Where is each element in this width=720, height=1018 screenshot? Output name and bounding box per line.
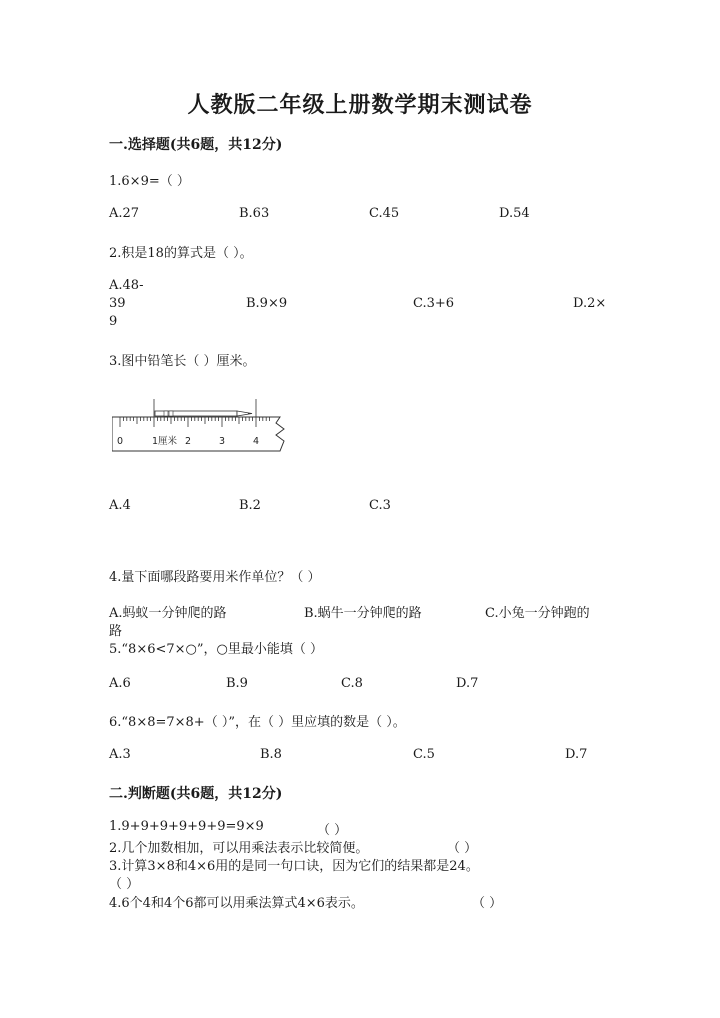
question-1-option-d[interactable]: D.54 bbox=[499, 206, 530, 221]
question-2-option-a-wrap: 39 bbox=[109, 296, 126, 311]
question-4-option-b[interactable]: B.蜗牛一分钟爬的路 bbox=[304, 606, 422, 621]
question-2-option-c[interactable]: C.3+6 bbox=[413, 296, 455, 311]
question-4-option-c-wrap: 路 bbox=[109, 624, 123, 639]
judge-item-1-text: 1.9+9+9+9+9+9=9×9 bbox=[109, 819, 264, 834]
question-1-option-c[interactable]: C.45 bbox=[369, 206, 400, 221]
question-6-option-a[interactable]: A.3 bbox=[109, 747, 131, 762]
question-4-option-c[interactable]: C.小兔一分钟跑的 bbox=[485, 606, 590, 621]
question-5-option-c[interactable]: C.8 bbox=[341, 676, 363, 691]
question-1-option-a[interactable]: A.27 bbox=[109, 206, 140, 221]
question-6-option-c[interactable]: C.5 bbox=[413, 747, 435, 762]
judge-item-3-text: 3.计算3×8和4×6用的是同一句口诀，因为它们的结果都是24。 bbox=[109, 859, 479, 874]
question-2-option-a[interactable]: A.48- bbox=[109, 278, 144, 293]
question-3-option-b[interactable]: B.2 bbox=[239, 498, 261, 513]
question-3-option-a[interactable]: A.4 bbox=[109, 498, 131, 513]
section-heading-choice: 一.选择题(共6题，共12分) bbox=[109, 137, 283, 153]
question-4-stem: 4.量下面哪段路要用米作单位？（ ） bbox=[109, 570, 321, 585]
question-2-option-b[interactable]: B.9×9 bbox=[246, 296, 288, 311]
judge-item-2-text: 2.几个加数相加，可以用乘法表示比较简便。 bbox=[109, 841, 369, 856]
question-6-option-d[interactable]: D.7 bbox=[565, 747, 588, 762]
question-5-option-d[interactable]: D.7 bbox=[456, 676, 479, 691]
question-4-option-a[interactable]: A.蚂蚁一分钟爬的路 bbox=[109, 606, 227, 621]
question-5-option-a[interactable]: A.6 bbox=[109, 676, 131, 691]
judge-item-3-bracket[interactable]: （ ） bbox=[109, 877, 140, 892]
question-1-option-b[interactable]: B.63 bbox=[239, 206, 270, 221]
judge-item-1-bracket[interactable]: （ ） bbox=[317, 823, 348, 838]
ruler-label-0: 0 bbox=[117, 436, 124, 447]
ruler-label-2: 2 bbox=[185, 436, 192, 447]
pencil-icon bbox=[155, 411, 252, 416]
question-5-option-b[interactable]: B.9 bbox=[226, 676, 248, 691]
question-2-option-d-wrap: 9 bbox=[109, 314, 118, 329]
ruler-label-1: 1厘米 bbox=[152, 436, 178, 447]
question-3-option-c[interactable]: C.3 bbox=[369, 498, 391, 513]
judge-item-4-text: 4.6个4和4个6都可以用乘法算式4×6表示。 bbox=[109, 896, 364, 911]
question-5-stem: 5.“8×6<7×○”，○里最小能填（ ） bbox=[109, 642, 324, 657]
judge-item-2-bracket[interactable]: （ ） bbox=[447, 841, 478, 856]
question-1-stem: 1.6×9=（ ） bbox=[109, 174, 190, 189]
question-6-stem: 6.“8×8=7×8+（ ）”，在（ ）里应填的数是（ ）。 bbox=[109, 715, 406, 730]
question-2-option-d[interactable]: D.2× bbox=[573, 296, 607, 311]
ruler-label-3: 3 bbox=[219, 436, 226, 447]
page-title: 人教版二年级上册数学期末测试卷 bbox=[187, 92, 533, 118]
section-heading-judge: 二.判断题(共6题，共12分) bbox=[109, 786, 283, 802]
question-6-option-b[interactable]: B.8 bbox=[260, 747, 282, 762]
judge-item-4-bracket[interactable]: （ ） bbox=[472, 896, 503, 911]
ruler-pencil-figure bbox=[112, 393, 292, 457]
question-3-stem: 3.图中铅笔长（ ）厘米。 bbox=[109, 354, 256, 369]
ruler-label-4: 4 bbox=[253, 436, 260, 447]
question-2-stem: 2.积是18的算式是（ ）。 bbox=[109, 246, 253, 261]
